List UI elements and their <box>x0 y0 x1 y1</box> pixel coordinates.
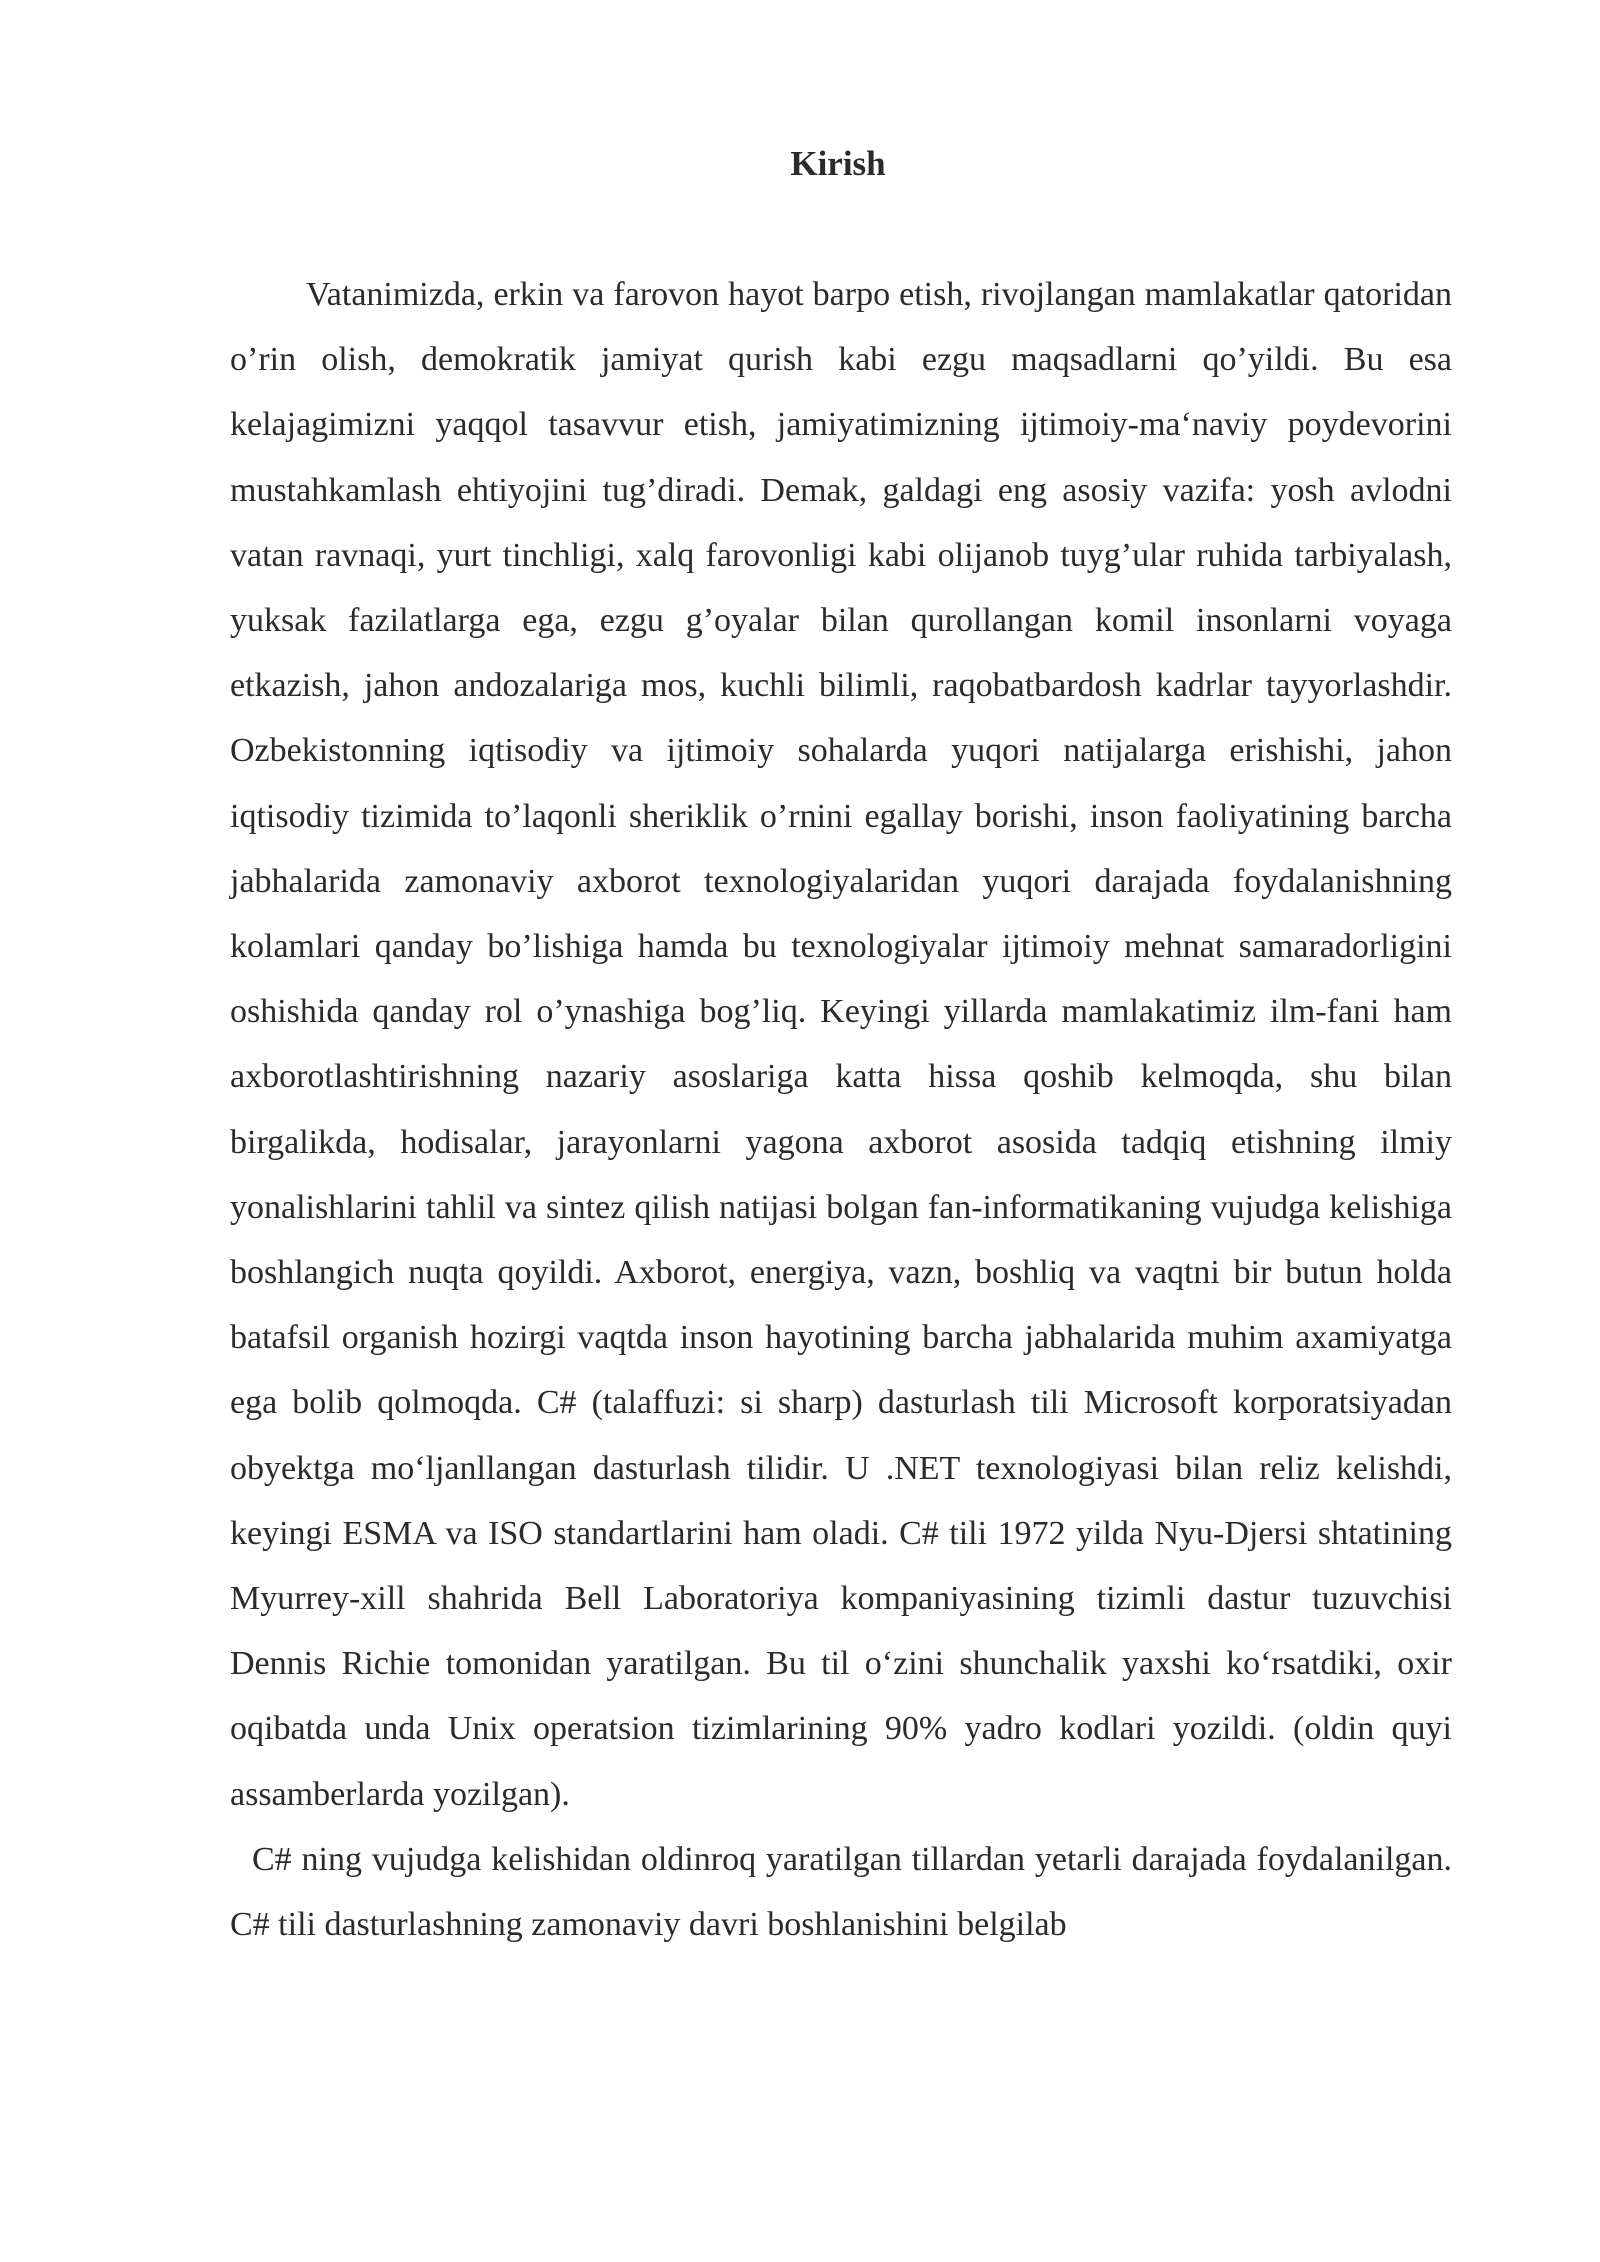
page-title: Kirish <box>790 144 886 183</box>
body-paragraph-2: C# ning vujudga kelishidan oldinroq yaratilgan tillardan yetarli darajada foydalanilgan. C# tili dasturlashning zamonaviy davri boshlanishini belgilab <box>230 1840 1452 1944</box>
body-paragraph-1: Vatanimizda, erkin va farovon hayot barpo etish, rivojlangan mamlakatlar qatoridan o’rin olish, demokratik jamiyat qurish kabi ezgu maqsadlarni qo’yildi. Bu esa kelajagimizni yaqqol tasavvur etish, jamiyatimizning ijtimoiy-ma‘naviy poydevorini mustahkamlash ehtiyojini tug’diradi. Demak, galdagi eng asosiy vazifa: yosh avlodni vatan ravnaqi, yurt tinchligi, xalq farovonligi kabi olijanob tuyg’ular ruhida tarbiyalash, yuksak fazilatlarga ega, ezgu g’oyalar bilan qurollangan komil insonlarni voyaga etkazish, jahon andozalariga mos, kuchli bilimli, raqobatbardosh kadrlar tayyorlashdir. Ozbekistonning iqtisodiy va ijtimoiy sohalarda yuqori natijalarga erishishi, jahon iqtisodiy tizimida to’laqonli sheriklik o’rnini egallay borishi, inson faoliyatining barcha jabhalarida zamonaviy axborot texnologiyalaridan yuqori darajada foydalanishning kolamlari qanday bo’lishiga hamda bu texnologiyalar ijtimoiy mehnat samaradorligini oshishida qanday rol o’ynashiga bog’liq. Keyingi yillarda mamlakatimiz ilm-fani ham axborotlashtirishning nazariy asoslariga katta hissa qoshib kelmoqda, shu bilan birgalikda, hodisalar, jarayonlarni yagona axborot asosida tadqiq etishning ilmiy yonalishlarini tahlil va sintez qilish natijasi bolgan fan-informatikaning vujudga kelishiga boshlangich nuqta qoyildi. Axborot, energiya, vazn, boshliq va vaqtni bir butun holda batafsil organish hozirgi vaqtda inson hayotining barcha jabhalarida muhim axamiyatga ega bolib qolmoqda. C# (talaffuzi: si sharp) dasturlash tili Microsoft korporatsiyadan obyektga mo‘ljanllangan dasturlash tilidir. U .NET texnologiyasi bilan reliz kelishdi, keyingi ESMA va ISO standartlarini ham oladi. C# tili 1972 yilda Nyu-Djersi shtatining Myurrey-xill shahrida Bell Laboratoriya kompaniyasining tizimli dastur tuzuvchisi Dennis Richie tomonidan yaratilgan. Bu til o‘zini shunchalik yaxshi ko‘rsatdiki, oxir oqibatda unda Unix operatsion tizimlarining 90% yadro kodlari yozildi. (oldin quyi assamberlarda yozilgan). <box>230 276 1452 1813</box>
document-body <box>230 262 1452 1957</box>
